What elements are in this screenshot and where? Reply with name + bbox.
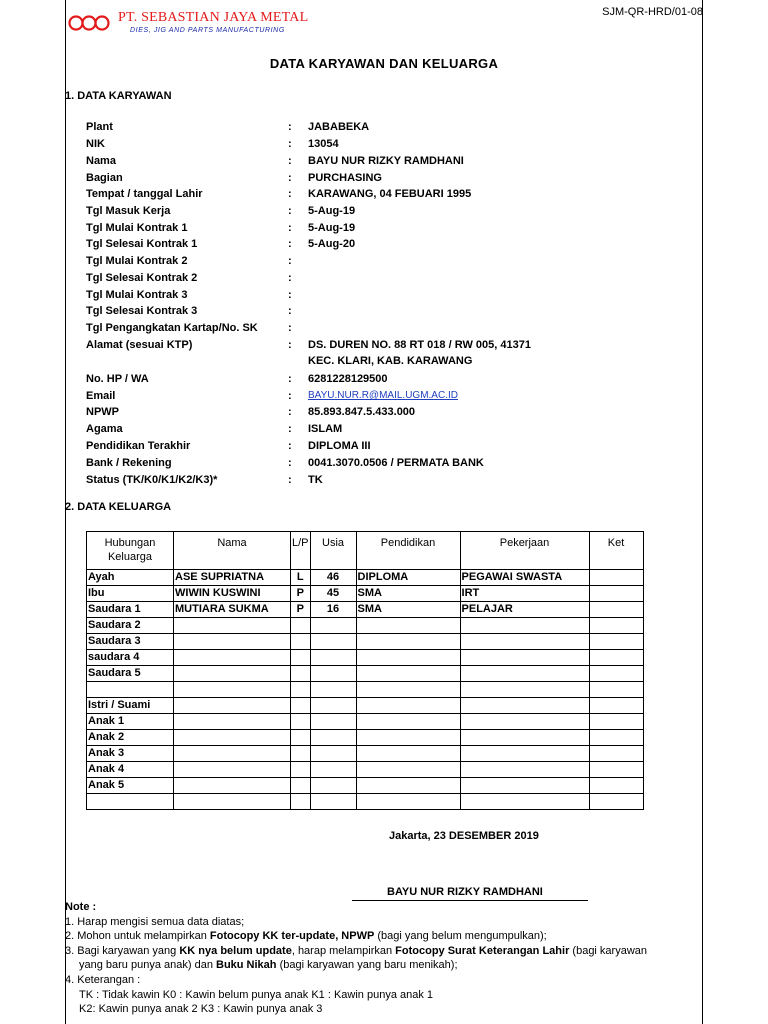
- cell-pendidikan: [356, 778, 460, 794]
- note-3-cont: yang baru punya anak) dan Buku Nikah (bagi karyawan yang baru menikah);: [79, 959, 458, 972]
- field-colon: :: [288, 390, 292, 402]
- note-4: 4. Keterangan :: [65, 973, 141, 986]
- cell-pekerjaan: IRT: [460, 586, 589, 602]
- col-header-hubungan: Hubungan Keluarga: [87, 532, 174, 570]
- field-label: Alamat (sesuai KTP): [86, 339, 193, 351]
- cell-pendidikan: DIPLOMA: [356, 570, 460, 586]
- cell-lp: [291, 714, 311, 730]
- field-value: 13054: [308, 138, 339, 150]
- cell-ket: [589, 586, 643, 602]
- field-value: DIPLOMA III: [308, 440, 371, 452]
- cell-ket: [589, 698, 643, 714]
- table-row: [87, 682, 644, 698]
- cell-pendidikan: [356, 714, 460, 730]
- field-colon: :: [288, 172, 292, 184]
- note-2: 2. Mohon untuk melampirkan Fotocopy KK ter-update, NPWP (bagi yang belum mengumpulkan);: [65, 930, 547, 943]
- cell-usia: [310, 762, 356, 778]
- field-label: Bank / Rekening: [86, 457, 172, 469]
- field-label: Tgl Mulai Kontrak 2: [86, 255, 188, 267]
- cell-hubungan: Istri / Suami: [87, 698, 174, 714]
- table-row: [87, 634, 644, 650]
- cell-pekerjaan: [460, 794, 589, 810]
- cell-hubungan: [87, 794, 174, 810]
- field-value: 0041.3070.0506 / PERMATA BANK: [308, 457, 484, 469]
- field-value: KARAWANG, 04 FEBUARI 1995: [308, 188, 472, 200]
- field-value[interactable]: BAYU.NUR.R@MAIL.UGM.AC.ID: [308, 390, 458, 401]
- col-header-pekerjaan: Pekerjaan: [460, 532, 589, 570]
- field-colon: :: [288, 222, 292, 234]
- field-colon: :: [288, 457, 292, 469]
- field-colon: :: [288, 474, 292, 486]
- cell-nama: [174, 730, 291, 746]
- field-colon: :: [288, 255, 292, 267]
- cell-hubungan: [87, 682, 174, 698]
- field-value: 6281228129500: [308, 373, 388, 385]
- note-1: 1. Harap mengisi semua data diatas;: [65, 915, 245, 928]
- cell-pendidikan: [356, 650, 460, 666]
- table-row: [87, 650, 644, 666]
- notes-block: [65, 900, 715, 1017]
- cell-pekerjaan: [460, 618, 589, 634]
- cell-usia: [310, 714, 356, 730]
- col-header-lp: L/P: [291, 532, 311, 570]
- field-value: PURCHASING: [308, 172, 382, 184]
- table-row: [87, 602, 644, 618]
- cell-ket: [589, 794, 643, 810]
- field-colon: :: [288, 205, 292, 217]
- cell-lp: [291, 618, 311, 634]
- field-value: 5-Aug-19: [308, 222, 356, 234]
- signature-place-date: Jakarta, 23 DESEMBER 2019: [389, 830, 539, 842]
- field-colon: :: [288, 138, 292, 150]
- notes-heading: Note :: [65, 901, 97, 913]
- cell-pekerjaan: PELAJAR: [460, 602, 589, 618]
- cell-ket: [589, 762, 643, 778]
- field-colon: :: [288, 322, 292, 334]
- field-value: TK: [308, 474, 323, 486]
- cell-usia: [310, 650, 356, 666]
- document-title: DATA KARYAWAN DAN KELUARGA: [269, 56, 499, 71]
- cell-pendidikan: [356, 794, 460, 810]
- table-row: [87, 618, 644, 634]
- cell-nama: [174, 682, 291, 698]
- cell-pendidikan: SMA: [356, 602, 460, 618]
- cell-lp: [291, 698, 311, 714]
- cell-usia: [310, 618, 356, 634]
- cell-usia: [310, 698, 356, 714]
- field-colon: :: [288, 305, 292, 317]
- family-table-header: [87, 532, 644, 570]
- cell-pekerjaan: [460, 730, 589, 746]
- cell-pekerjaan: [460, 778, 589, 794]
- cell-nama: [174, 618, 291, 634]
- cell-lp: [291, 762, 311, 778]
- cell-pendidikan: [356, 682, 460, 698]
- cell-lp: P: [291, 602, 311, 618]
- section-employee-heading: 1. DATA KARYAWAN: [65, 90, 172, 102]
- cell-ket: [589, 714, 643, 730]
- field-value: 85.893.847.5.433.000: [308, 406, 416, 418]
- cell-hubungan: Ibu: [87, 586, 174, 602]
- field-label: Plant: [86, 121, 113, 133]
- cell-lp: [291, 778, 311, 794]
- cell-usia: [310, 682, 356, 698]
- cell-nama: [174, 698, 291, 714]
- cell-lp: [291, 650, 311, 666]
- field-colon: :: [288, 188, 292, 200]
- field-label: Tgl Pengangkatan Kartap/No. SK: [86, 322, 258, 334]
- field-value: 5-Aug-19: [308, 205, 356, 217]
- company-tagline: DIES, JIG AND PARTS MANUFACTURING: [130, 27, 285, 34]
- cell-hubungan: Saudara 3: [87, 634, 174, 650]
- cell-ket: [589, 778, 643, 794]
- cell-hubungan: Saudara 5: [87, 666, 174, 682]
- table-row: [87, 778, 644, 794]
- note-4-line-1: TK : Tidak kawin K0 : Kawin belum punya anak K1 : Kawin punya anak 1: [79, 988, 434, 1001]
- cell-nama: [174, 762, 291, 778]
- field-value: JABABEKA: [308, 121, 370, 133]
- field-label: Status (TK/K0/K1/K2/K3)*: [86, 474, 218, 486]
- field-label: Tgl Mulai Kontrak 1: [86, 222, 188, 234]
- table-row: [87, 666, 644, 682]
- field-colon: :: [288, 121, 292, 133]
- cell-usia: [310, 634, 356, 650]
- field-colon: :: [288, 423, 292, 435]
- signature-name: BAYU NUR RIZKY RAMDHANI: [387, 886, 543, 898]
- cell-ket: [589, 650, 643, 666]
- cell-usia: [310, 778, 356, 794]
- company-logo: [68, 10, 308, 40]
- field-label: NPWP: [86, 406, 119, 418]
- cell-ket: [589, 730, 643, 746]
- field-label: Email: [86, 390, 116, 402]
- cell-pendidikan: [356, 698, 460, 714]
- field-label: Pendidikan Terakhir: [86, 440, 191, 452]
- field-colon: :: [288, 339, 292, 351]
- table-row: [87, 762, 644, 778]
- field-colon: :: [288, 238, 292, 250]
- section-family-heading: 2. DATA KELUARGA: [65, 501, 172, 513]
- table-row: [87, 714, 644, 730]
- cell-nama: ASE SUPRIATNA: [174, 570, 291, 586]
- cell-pendidikan: SMA: [356, 586, 460, 602]
- cell-usia: [310, 794, 356, 810]
- cell-hubungan: Anak 3: [87, 746, 174, 762]
- cell-pendidikan: [356, 746, 460, 762]
- field-label: Bagian: [86, 172, 123, 184]
- cell-usia: 45: [310, 586, 356, 602]
- cell-pekerjaan: [460, 682, 589, 698]
- table-row: [87, 586, 644, 602]
- field-label: Tgl Selesai Kontrak 1: [86, 238, 198, 250]
- cell-lp: [291, 794, 311, 810]
- col-header-nama: Nama: [174, 532, 291, 570]
- cell-lp: [291, 746, 311, 762]
- cell-pekerjaan: [460, 666, 589, 682]
- col-header-usia: Usia: [310, 532, 356, 570]
- field-label: Nama: [86, 155, 116, 167]
- field-value: ISLAM: [308, 423, 343, 435]
- cell-usia: [310, 746, 356, 762]
- col-header-ket: Ket: [589, 532, 643, 570]
- cell-hubungan: Saudara 1: [87, 602, 174, 618]
- cell-hubungan: Anak 4: [87, 762, 174, 778]
- table-row: [87, 730, 644, 746]
- cell-usia: [310, 730, 356, 746]
- field-value: BAYU NUR RIZKY RAMDHANI: [308, 155, 464, 167]
- cell-nama: [174, 746, 291, 762]
- cell-hubungan: Ayah: [87, 570, 174, 586]
- cell-nama: [174, 794, 291, 810]
- three-rings-logo-icon: [68, 12, 112, 34]
- cell-pekerjaan: [460, 634, 589, 650]
- field-colon: :: [288, 155, 292, 167]
- cell-ket: [589, 634, 643, 650]
- cell-pendidikan: [356, 634, 460, 650]
- cell-lp: P: [291, 586, 311, 602]
- cell-lp: [291, 682, 311, 698]
- field-label: Tgl Selesai Kontrak 3: [86, 305, 198, 317]
- cell-hubungan: saudara 4: [87, 650, 174, 666]
- cell-usia: 16: [310, 602, 356, 618]
- note-4-line-2: K2: Kawin punya anak 2 K3 : Kawin punya anak 3: [79, 1003, 323, 1016]
- cell-lp: [291, 634, 311, 650]
- cell-usia: [310, 666, 356, 682]
- field-label: NIK: [86, 138, 105, 150]
- company-name: PT. SEBASTIAN JAYA METAL: [118, 10, 309, 25]
- cell-hubungan: Anak 2: [87, 730, 174, 746]
- cell-pekerjaan: PEGAWAI SWASTA: [460, 570, 589, 586]
- field-value: 5-Aug-20: [308, 238, 356, 250]
- cell-hubungan: Anak 5: [87, 778, 174, 794]
- table-row: [87, 794, 644, 810]
- cell-nama: WIWIN KUSWINI: [174, 586, 291, 602]
- field-colon: :: [288, 272, 292, 284]
- cell-lp: L: [291, 570, 311, 586]
- cell-ket: [589, 570, 643, 586]
- field-value: KEC. KLARI, KAB. KARAWANG: [308, 355, 473, 367]
- cell-pekerjaan: [460, 746, 589, 762]
- cell-usia: 46: [310, 570, 356, 586]
- document-code: SJM-QR-HRD/01-08: [602, 6, 703, 18]
- col-header-pendidikan: Pendidikan: [356, 532, 460, 570]
- table-row: [87, 746, 644, 762]
- cell-nama: [174, 778, 291, 794]
- cell-nama: [174, 634, 291, 650]
- cell-ket: [589, 666, 643, 682]
- cell-hubungan: Anak 1: [87, 714, 174, 730]
- cell-ket: [589, 602, 643, 618]
- table-row: [87, 570, 644, 586]
- field-label: Tgl Selesai Kontrak 2: [86, 272, 198, 284]
- note-3: 3. Bagi karyawan yang KK nya belum update, harap melampirkan Fotocopy Surat Keterangan Lahir (bagi karyawan: [65, 944, 648, 957]
- field-label: Tempat / tanggal Lahir: [86, 188, 203, 200]
- field-colon: :: [288, 373, 292, 385]
- cell-pekerjaan: [460, 762, 589, 778]
- cell-pendidikan: [356, 618, 460, 634]
- cell-nama: [174, 714, 291, 730]
- field-label: Tgl Masuk Kerja: [86, 205, 171, 217]
- cell-pendidikan: [356, 762, 460, 778]
- cell-ket: [589, 746, 643, 762]
- field-label: Tgl Mulai Kontrak 3: [86, 289, 188, 301]
- field-label: No. HP / WA: [86, 373, 149, 385]
- cell-pendidikan: [356, 730, 460, 746]
- field-colon: :: [288, 406, 292, 418]
- field-label: Agama: [86, 423, 123, 435]
- family-table: [86, 531, 644, 810]
- cell-nama: [174, 666, 291, 682]
- field-colon: :: [288, 289, 292, 301]
- cell-pendidikan: [356, 666, 460, 682]
- cell-ket: [589, 618, 643, 634]
- cell-hubungan: Saudara 2: [87, 618, 174, 634]
- field-value: DS. DUREN NO. 88 RT 018 / RW 005, 41371: [308, 339, 531, 351]
- cell-pekerjaan: [460, 698, 589, 714]
- table-row: [87, 698, 644, 714]
- cell-nama: [174, 650, 291, 666]
- field-colon: :: [288, 440, 292, 452]
- cell-lp: [291, 666, 311, 682]
- cell-lp: [291, 730, 311, 746]
- cell-ket: [589, 682, 643, 698]
- cell-pekerjaan: [460, 650, 589, 666]
- cell-pekerjaan: [460, 714, 589, 730]
- cell-nama: MUTIARA SUKMA: [174, 602, 291, 618]
